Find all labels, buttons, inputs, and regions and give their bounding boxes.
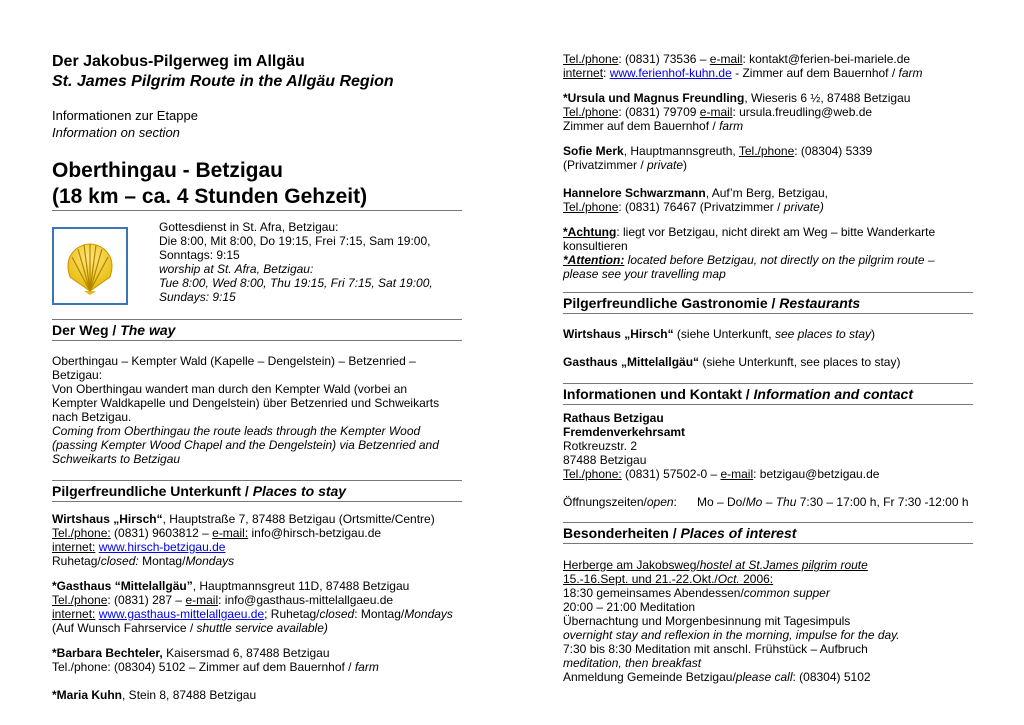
attention-en-line2: please see your travelling map: [563, 267, 726, 281]
tel-label: Tel./phone: [563, 105, 619, 119]
freund-tel: : (0831) 79709: [618, 105, 700, 119]
hirsch-addr: , Hauptstraße 7, 87488 Betzigau (Ortsmitte/Centre): [162, 512, 435, 526]
sep: :: [603, 66, 610, 80]
kuhn-web-line: [563, 66, 923, 80]
internet-label: internet:: [52, 540, 96, 554]
gastro-hirsch-end: ): [871, 327, 876, 341]
way-line: nach Betzigau.: [52, 410, 132, 424]
interest-l1-en: hostel at St.James pilgrim route: [699, 558, 868, 572]
priv-end: ): [683, 158, 688, 172]
rest-de: Ruhetag/: [52, 554, 101, 568]
email-label: e-mail: [720, 467, 754, 481]
bechteler-name: *Barbara Bechteler,: [52, 646, 163, 660]
kuhn-addr: , Stein 8, 87488 Betzigau: [122, 688, 257, 702]
gastro-hirsch-see: see places to stay: [774, 327, 872, 341]
section-gastro-en: Restaurants: [779, 295, 861, 311]
mittel-tel: : (0831) 287 –: [107, 593, 186, 607]
section-way: [52, 319, 462, 341]
interest-line2: [563, 572, 773, 586]
stage-distance: (18 km – ca. 4 Stunden Gehzeit): [52, 185, 368, 208]
interest-l2: 15.-16.Sept. und 21.-22.Okt./: [563, 572, 718, 586]
way-line-en: Coming from Oberthingau the route leads through the Kempter Wood: [52, 424, 421, 438]
mittel-web-link[interactable]: www.gasthaus-mittelallgaeu.de: [98, 607, 265, 621]
shuttle-de: (Auf Wunsch Fahrservice /: [52, 621, 197, 635]
gastro-hirsch-line: [563, 327, 875, 341]
section-stay-en: Places to stay: [252, 483, 347, 499]
attention-de-line: [563, 225, 935, 239]
attention-de: : liegt vor Betzigau, nicht direkt am Weg – bitte Wanderkarte: [616, 225, 936, 239]
email-label: e-mail: [185, 593, 219, 607]
attention-de-line2: konsultieren: [563, 239, 628, 253]
mass-line3: Sonntags: 9:15: [159, 248, 240, 262]
mittel-email: : info@gasthaus-mittelallgaeu.de: [218, 593, 394, 607]
contact-line4: 87488 Betzigau: [563, 453, 647, 467]
kuhn-tel: : (0831) 73536 –: [618, 52, 710, 66]
section-contact-en: Information and contact: [753, 386, 913, 402]
interest-l3-en: common supper: [743, 586, 830, 600]
opening-hours-value: [697, 495, 969, 509]
mass-line6: Sundays: 9:15: [159, 290, 236, 304]
attention-en-label: *Attention:: [563, 253, 625, 267]
way-line: Betzigau:: [52, 368, 103, 382]
attention-en: located before Betzigau, not directly on the pilgrim route –: [624, 253, 935, 267]
way-line: Kempter Waldkapelle und Dengelstein) über Betzenried und Schweikarts: [52, 396, 440, 410]
freund-contact-line: [563, 105, 872, 119]
tel-label: Tel./phone:: [52, 526, 111, 540]
farm-en: farm: [719, 119, 744, 133]
bechteler-addr: Kaisersmad 6, 87488 Betzigau: [162, 646, 330, 660]
hours-mo: Mo: [745, 495, 763, 509]
section-gastro: [563, 292, 973, 314]
way-line: Von Oberthingau wandert man durch den Kempter Wald (vorbei an: [52, 382, 408, 396]
mittel-name: *Gasthaus “Mittelallgäu”: [52, 579, 193, 593]
section-gastro-de: Pilgerfreundliche Gastronomie /: [563, 295, 780, 311]
interest-l9-end: : (08304) 5102: [792, 670, 871, 684]
section-stay: [52, 480, 462, 502]
mittel-shuttle-line: [52, 621, 328, 635]
way-line: Oberthingau – Kempter Wald (Kapelle – Dengelstein) – Betzenried –: [52, 354, 416, 368]
mass-line1: Gottesdienst in St. Afra, Betzigau:: [159, 220, 339, 234]
hirsch-web-line: [52, 540, 225, 554]
email-label: e-mail: [709, 52, 743, 66]
interest-line8: meditation, then breakfast: [563, 656, 702, 670]
gastro-hirsch-rest: (siehe Unterkunft,: [673, 327, 775, 341]
rest-day: Montag/: [138, 554, 186, 568]
tel-label: Tel./phone: [738, 144, 795, 158]
stage-title: Oberthingau - Betzigau: [52, 159, 283, 182]
rest-en: closed:: [100, 554, 139, 568]
title-de: Der Jakobus-Pilgerweg im Allgäu: [52, 53, 305, 70]
hours-b: –: [762, 495, 776, 509]
scallop-shell-icon: [52, 227, 128, 305]
schwarz-addr: , Auf’m Berg, Betzigau,: [705, 186, 828, 200]
bechteler-farm: farm: [354, 660, 379, 674]
section-contact: [563, 383, 973, 405]
hirsch-web-link[interactable]: www.hirsch-betzigau.de: [98, 540, 226, 554]
merk-address-line: [563, 144, 872, 158]
attention-de-label: *Achtung: [563, 225, 617, 239]
interest-l3-de: 18:30 gemeinsames Abendessen/: [563, 586, 744, 600]
freund-farm-line: [563, 119, 743, 133]
interest-line7: 7:30 bis 8:30 Meditation mit anschl. Frühstück – Aufbruch: [563, 642, 868, 656]
hours-a: Mo – Do/: [697, 495, 746, 509]
section-interest: [563, 522, 973, 544]
hirsch-address-line: [52, 512, 435, 526]
mass-line5: Tue 8:00, Wed 8:00, Thu 19:15, Fri 7:15, Sat 19:00,: [159, 276, 433, 290]
section-interest-de: Besonderheiten /: [563, 525, 681, 541]
interest-l1-de: Herberge am Jakobsweg/: [563, 558, 700, 572]
mittel-rest-en: closed: [319, 607, 355, 621]
interest-line1: [563, 558, 868, 572]
title-en: St. James Pilgrim Route in the Allgäu Region: [52, 73, 394, 90]
schwarz-name: Hannelore Schwarzmann: [563, 186, 706, 200]
farm-de: Zimmer auf dem Bauernhof /: [563, 119, 720, 133]
schwarz-address-line: [563, 186, 828, 200]
contact-tel-line: [563, 467, 879, 481]
merk-private-line: [563, 158, 687, 172]
hours-sep: :: [673, 495, 677, 509]
section-contact-de: Informationen und Kontakt /: [563, 386, 754, 402]
merk-addr: , Hauptmannsgreuth,: [623, 144, 739, 158]
opening-hours-line: [563, 495, 677, 509]
mittel-rest-day: : Montag/: [354, 607, 405, 621]
priv-en: private: [647, 158, 684, 172]
contact-tel: (0831) 57502-0 –: [621, 467, 721, 481]
way-line-en: Schweikarts to Betzigau: [52, 452, 181, 466]
tel-label: Tel./phone: [563, 52, 619, 66]
attention-en-line: [563, 253, 935, 267]
interest-line6: overnight stay and reflexion in the morning, impulse for the day.: [563, 628, 900, 642]
rest-day-en: Mondays: [185, 554, 235, 568]
tel-label: Tel./phone: [563, 200, 619, 214]
divider: [52, 210, 462, 211]
kuhn-web-link[interactable]: www.ferienhof-kuhn.de: [609, 66, 732, 80]
hours-c: 7:30 – 17:00 h, Fr 7:30 -12:00 h: [796, 495, 969, 509]
contact-email: : betzigau@betzigau.de: [753, 467, 880, 481]
hirsch-tel: (0831) 9603812 –: [110, 526, 213, 540]
section-interest-en: Places of interest: [680, 525, 797, 541]
hirsch-contact-line: [52, 526, 381, 540]
internet-label: internet:: [52, 607, 96, 621]
priv-de: (Privatzimmer /: [563, 158, 647, 172]
freund-name: *Ursula und Magnus Freundling: [563, 91, 745, 105]
mittel-contact-line: [52, 593, 393, 607]
bechteler-address-line: [52, 646, 330, 660]
gastro-mittel-line: [563, 355, 900, 369]
mittel-addr: , Hauptmannsgreut 11D, 87488 Betzigau: [192, 579, 410, 593]
tel-label: Tel./phone:: [563, 467, 622, 481]
schwarz-priv: private): [783, 200, 824, 214]
kuhn-farm: farm: [898, 66, 923, 80]
interest-line3: [563, 586, 830, 600]
freund-email: : ursula.freudling@web.de: [732, 105, 873, 119]
email-label: e-mail:: [212, 526, 249, 540]
mittel-web-line: [52, 607, 453, 621]
hours-thu: Thu: [775, 495, 797, 509]
shuttle-en: shuttle service available): [196, 621, 328, 635]
tel-label: Tel./phone: [52, 593, 108, 607]
merk-name: Sofie Merk: [563, 144, 624, 158]
interest-line4: 20:00 – 21:00 Meditation: [563, 600, 696, 614]
contact-line1: Rathaus Betzigau: [563, 411, 664, 425]
hours-en: open: [646, 495, 674, 509]
mittel-rest-day-en: Mondays: [404, 607, 453, 621]
interest-line5: Übernachtung und Morgenbesinnung mit Tagesimpuls: [563, 614, 851, 628]
section-stay-de: Pilgerfreundliche Unterkunft /: [52, 483, 253, 499]
kuhn-contact-line: [563, 52, 910, 66]
info-en: Information on section: [52, 125, 180, 140]
kuhn-email: : kontakt@ferien-bei-mariele.de: [742, 52, 911, 66]
internet-label: internet: [563, 66, 604, 80]
kuhn-name: *Maria Kuhn: [52, 688, 123, 702]
gastro-mittel-name: Gasthaus „Mittelallgäu“: [563, 355, 700, 369]
interest-l2-en: Oct.: [717, 572, 740, 586]
contact-line2: Fremdenverkehrsamt: [563, 425, 686, 439]
interest-line9: [563, 670, 871, 684]
interest-l9-en: please call: [735, 670, 793, 684]
kuhn-address-line: [52, 688, 256, 702]
section-way-en: The way: [120, 322, 176, 338]
info-de: Informationen zur Etappe: [52, 108, 198, 123]
schwarz-tel-line: [563, 200, 824, 214]
mass-line4: worship at St. Afra, Betzigau:: [159, 262, 314, 276]
contact-line3: Rotkreuzstr. 2: [563, 439, 638, 453]
mass-line2: Die 8:00, Mit 8:00, Do 19:15, Frei 7:15, Sam 19:00,: [159, 234, 431, 248]
freund-address-line: [563, 91, 910, 105]
mittel-address-line: [52, 579, 409, 593]
interest-l9-de: Anmeldung Gemeinde Betzigau/: [563, 670, 736, 684]
email-label: e-mail: [699, 105, 733, 119]
hirsch-name: Wirtshaus „Hirsch“: [52, 512, 163, 526]
kuhn-web-rest: - Zimmer auf dem Bauernhof /: [731, 66, 899, 80]
bechteler-tel: Tel./phone: (08304) 5102 – Zimmer auf dem Bauernhof /: [52, 660, 355, 674]
hours-de: Öffnungszeiten/: [563, 495, 647, 509]
mittel-rest: ; Ruhetag/: [264, 607, 320, 621]
section-way-de: Der Weg /: [52, 322, 121, 338]
freund-addr: , Wieseris 6 ½, 87488 Betzigau: [744, 91, 911, 105]
gastro-hirsch-name: Wirtshaus „Hirsch“: [563, 327, 674, 341]
gastro-mittel-rest: (siehe Unterkunft, see places to stay): [699, 355, 901, 369]
hirsch-rest-line: [52, 554, 234, 568]
interest-l2-end: 2006:: [739, 572, 774, 586]
bechteler-tel-line: [52, 660, 379, 674]
way-line-en: (passing Kempter Wood Chapel and the Dengelstein) via Betzenried and: [52, 438, 439, 452]
schwarz-tel: : (0831) 76467 (Privatzimmer /: [618, 200, 784, 214]
hirsch-email: info@hirsch-betzigau.de: [248, 526, 382, 540]
merk-tel: : (08304) 5339: [794, 144, 873, 158]
